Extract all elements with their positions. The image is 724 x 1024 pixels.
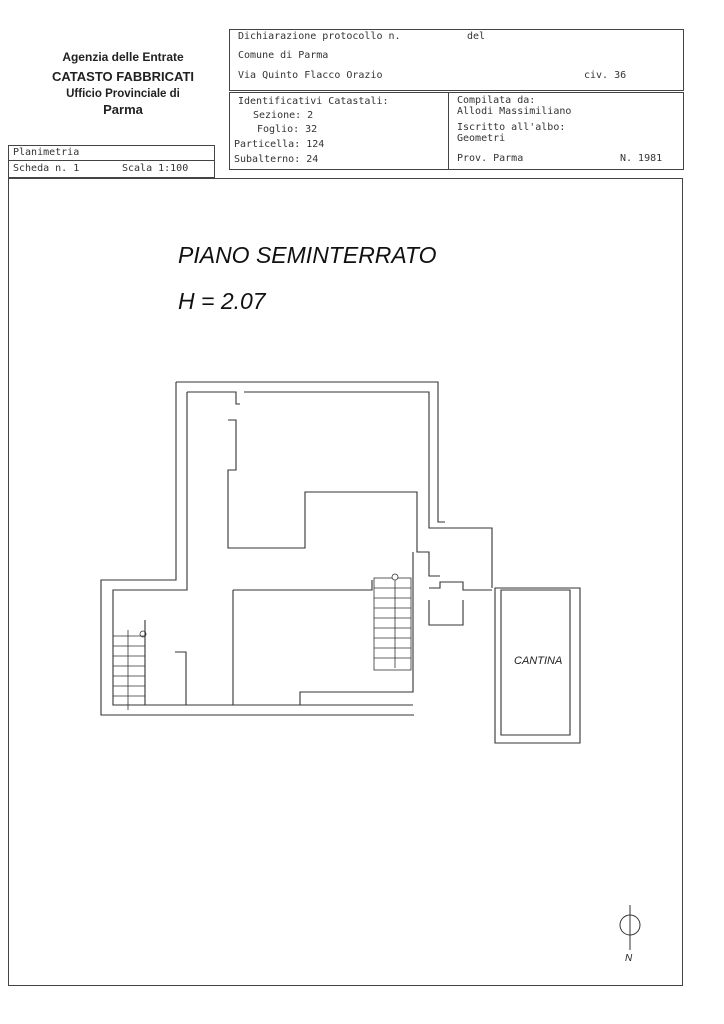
scale-label: Scala 1:100	[122, 163, 189, 174]
plan-inner-top	[187, 392, 240, 404]
agency-name: Agenzia delle Entrate	[62, 50, 184, 64]
declaration-protocol: Dichiarazione protocollo n.	[238, 31, 401, 42]
declaration-del: del	[467, 31, 486, 42]
subalterno-field: Subalterno: 24	[234, 154, 319, 165]
comune-field: Comune di Parma	[238, 50, 329, 61]
office-label: Ufficio Provinciale di	[66, 88, 180, 100]
sezione-field: Sezione: 2	[253, 110, 314, 121]
registration-number: N. 1981	[620, 153, 663, 164]
plan-right-corridor	[429, 582, 492, 625]
plan-stair-wall	[145, 620, 186, 705]
plan-stair-left	[113, 630, 146, 710]
plan-stair-center	[374, 574, 411, 670]
plan-top-inner	[244, 392, 492, 588]
north-label: N	[625, 953, 633, 964]
compiler-title: Compilata da:	[457, 95, 536, 106]
compiler-name: Allodi Massimiliano	[457, 106, 572, 117]
plan-outer-wall	[176, 382, 445, 522]
plan-title: PIANO SEMINTERRATO	[178, 242, 437, 268]
planimetria-label: Planimetria	[13, 147, 80, 158]
plan-height: H = 2.07	[178, 288, 266, 314]
cantina-label: CANTINA	[514, 655, 563, 667]
foglio-field: Foglio: 32	[257, 124, 318, 135]
identifiers-title: Identificativi Catastali:	[238, 96, 389, 107]
plan-lower-room	[233, 580, 372, 705]
office-city: Parma	[103, 102, 143, 117]
province-field: Prov. Parma	[457, 153, 524, 164]
north-arrow	[620, 905, 640, 950]
plan-central-room	[228, 420, 440, 576]
albo-label: Iscritto all'albo:	[457, 122, 566, 133]
scheda-number: Scheda n. 1	[13, 163, 80, 174]
catasto-title: CATASTO FABBRICATI	[51, 69, 195, 84]
albo-value: Geometri	[457, 133, 506, 144]
particella-field: Particella: 124	[234, 139, 325, 150]
civic-number: civ. 36	[584, 70, 627, 81]
address-field: Via Quinto Flacco Orazio	[238, 70, 383, 81]
